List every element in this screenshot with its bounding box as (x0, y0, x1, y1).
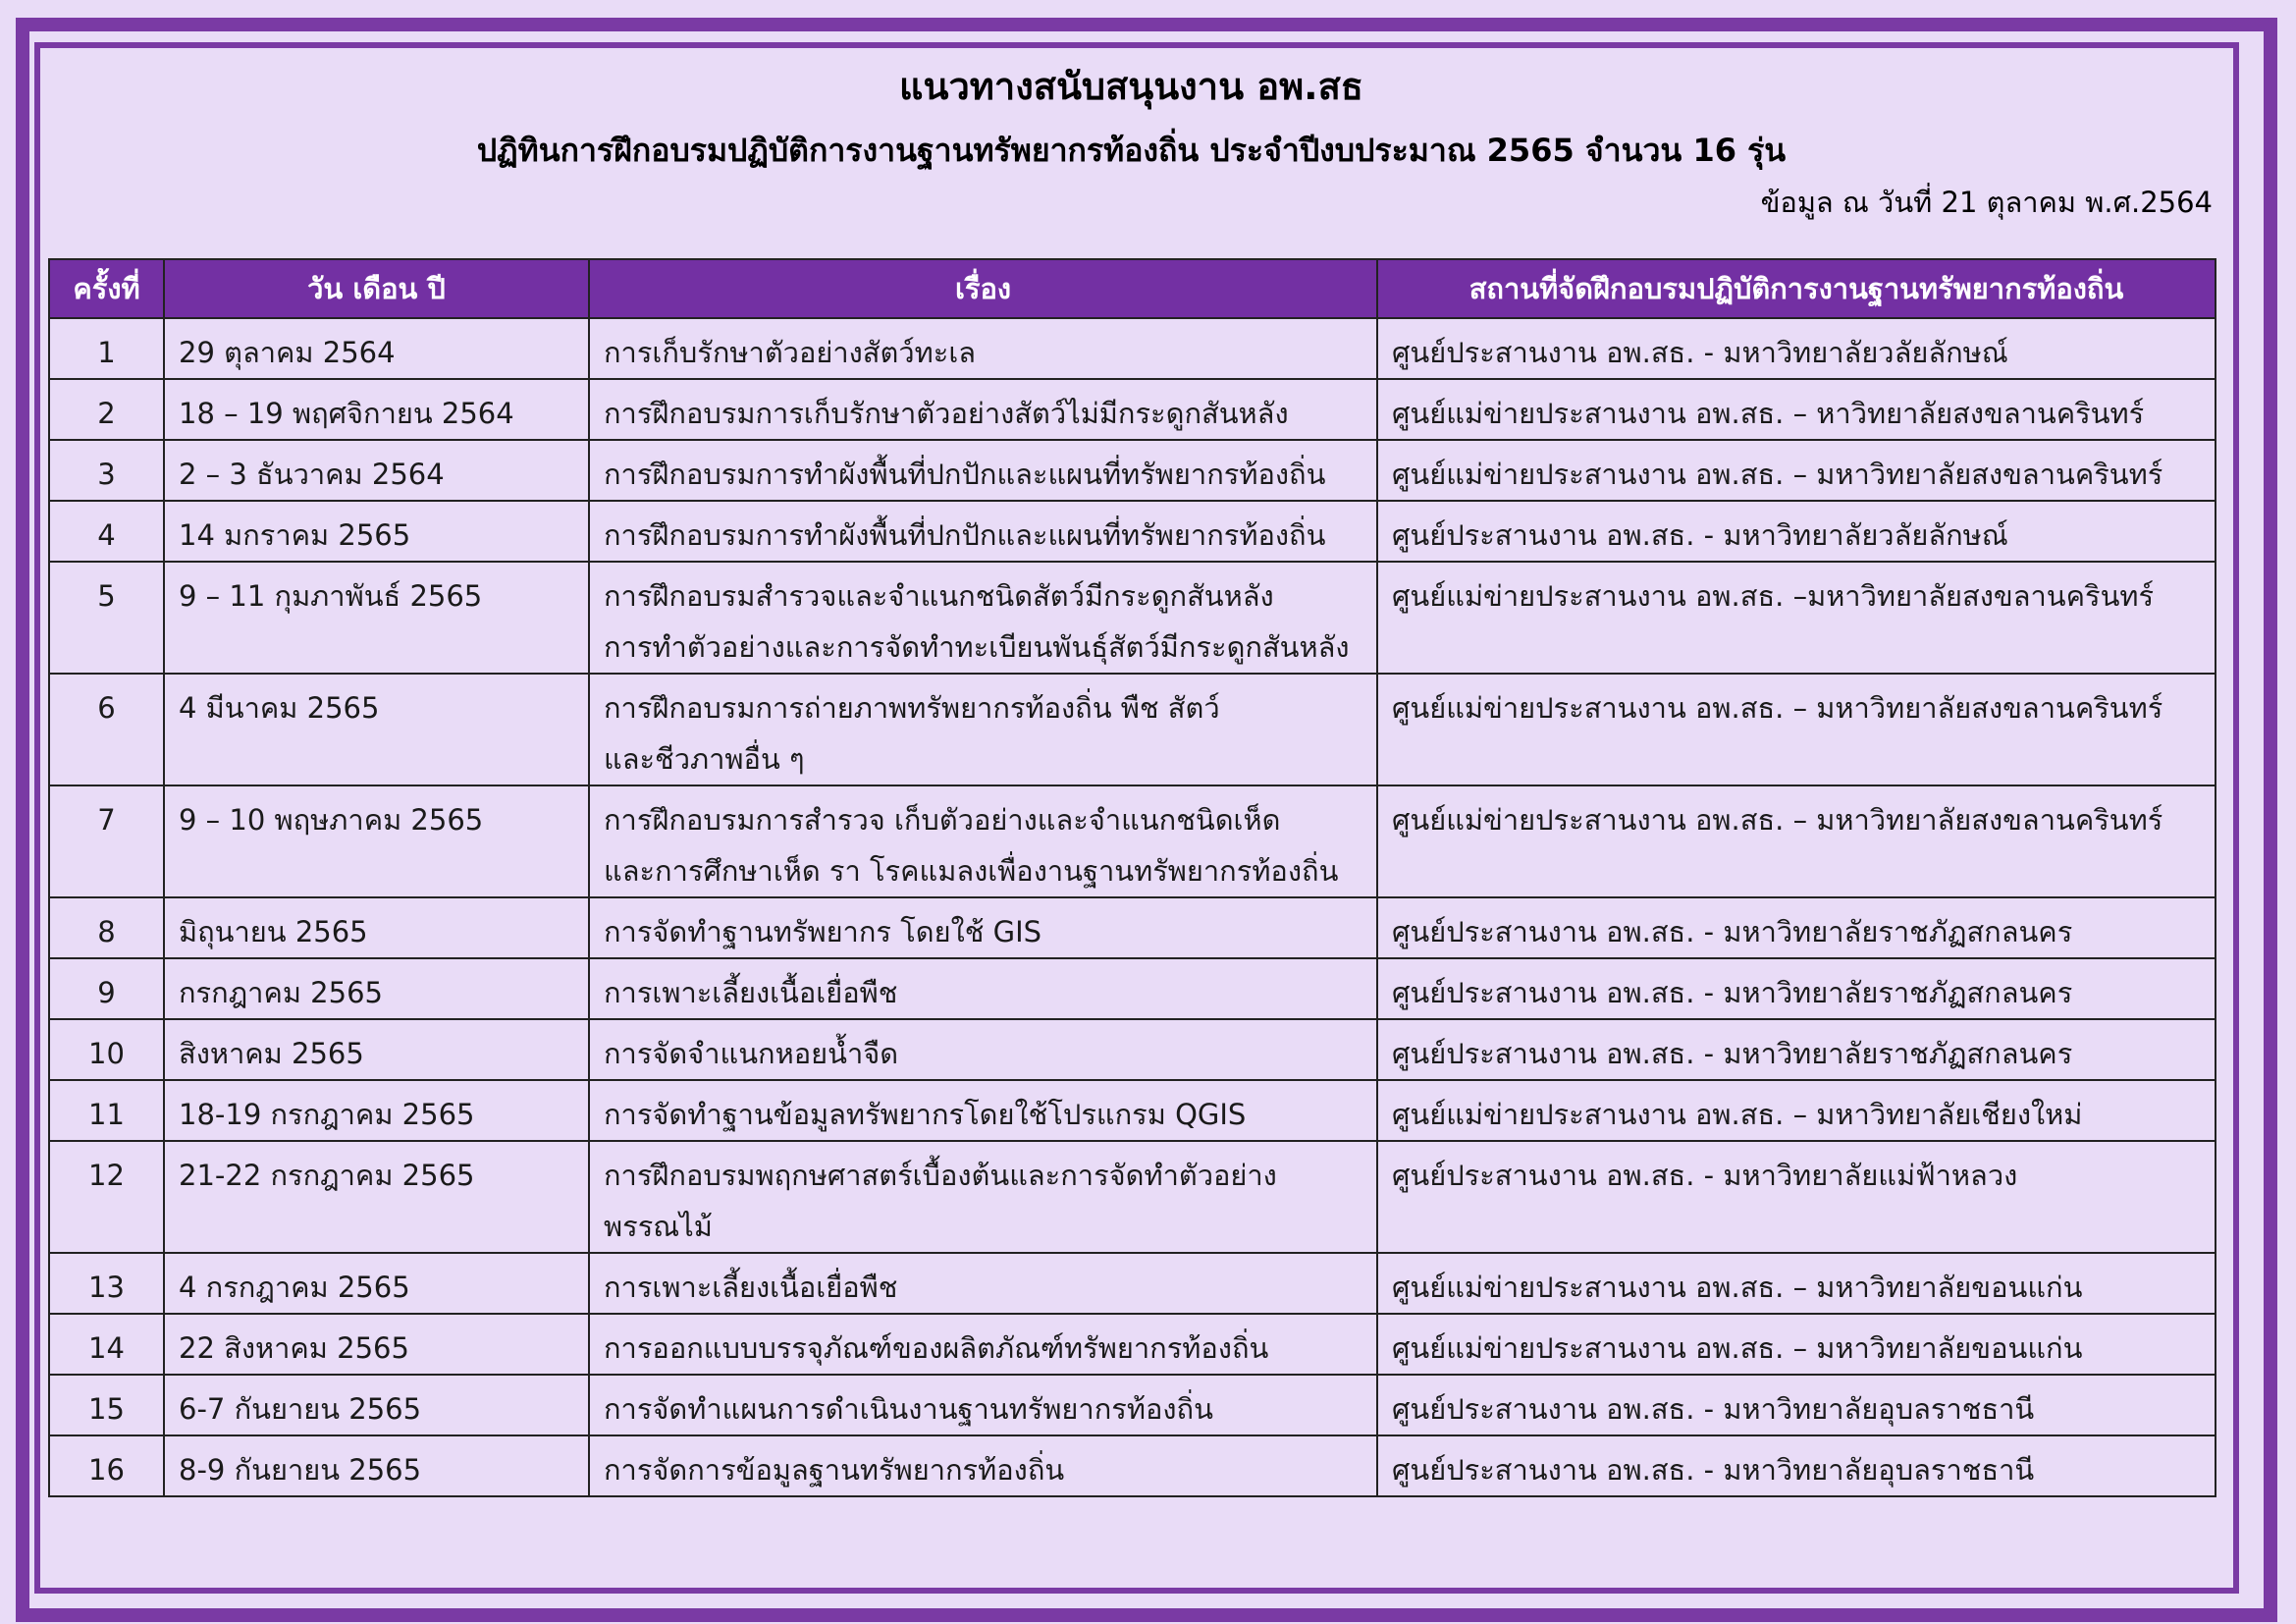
cell-venue: ศูนย์แม่ข่ายประสานงาน อพ.สธ. – มหาวิทยาลัยเชียงใหม่ (1377, 1080, 2216, 1141)
table-row (49, 1435, 2216, 1496)
table-row (49, 1375, 2216, 1435)
cell-date: 9 – 10 พฤษภาคม 2565 (164, 785, 589, 897)
topic-line: การฝึกอบรมการสำรวจ เก็บตัวอย่างและจำแนกชนิดเห็ด (604, 803, 1281, 837)
cell-topic (589, 897, 1377, 958)
table-row (49, 958, 2216, 1019)
topic-line: การฝึกอบรมการถ่ายภาพทรัพยากรท้องถิ่น พืช สัตว์ (604, 691, 1220, 725)
cell-no: 5 (49, 562, 164, 674)
cell-no: 4 (49, 501, 164, 562)
cell-venue: ศูนย์ประสานงาน อพ.สธ. - มหาวิทยาลัยแม่ฟ้าหลวง (1377, 1141, 2216, 1253)
table-row (49, 379, 2216, 440)
topic-line: และการศึกษาเห็ด รา โรคแมลงเพื่องานฐานทรัพยากรท้องถิ่น (604, 854, 1339, 888)
cell-no: 3 (49, 440, 164, 501)
topic-line: และชีวภาพอื่น ๆ (604, 742, 805, 776)
table-row (49, 501, 2216, 562)
cell-topic (589, 379, 1377, 440)
cell-no: 12 (49, 1141, 164, 1253)
cell-no: 7 (49, 785, 164, 897)
cell-venue: ศูนย์แม่ข่ายประสานงาน อพ.สธ. – มหาวิทยาลัยสงขลานครินทร์ (1377, 440, 2216, 501)
cell-venue: ศูนย์ประสานงาน อพ.สธ. - มหาวิทยาลัยวลัยลักษณ์ (1377, 318, 2216, 379)
table-row (49, 1019, 2216, 1080)
cell-topic (589, 1253, 1377, 1314)
table-row (49, 440, 2216, 501)
cell-venue: ศูนย์แม่ข่ายประสานงาน อพ.สธ. – หาวิทยาลัยสงขลานครินทร์ (1377, 379, 2216, 440)
cell-date: 4 มีนาคม 2565 (164, 674, 589, 785)
cell-no: 13 (49, 1253, 164, 1314)
topic-line: พรรณไม้ (604, 1210, 713, 1243)
page-title: แนวทางสนับสนุนงาน อพ.สธ (899, 65, 1363, 108)
cell-topic (589, 674, 1377, 785)
cell-date: สิงหาคม 2565 (164, 1019, 589, 1080)
cell-date: กรกฎาคม 2565 (164, 958, 589, 1019)
topic-line: การฝึกอบรมการทำผังพื้นที่ปกปักและแผนที่ทรัพยากรท้องถิ่น (604, 518, 1326, 552)
cell-date: 9 – 11 กุมภาพันธ์ 2565 (164, 562, 589, 674)
cell-date: 29 ตุลาคม 2564 (164, 318, 589, 379)
cell-venue: ศูนย์แม่ข่ายประสานงาน อพ.สธ. – มหาวิทยาลัยสงขลานครินทร์ (1377, 785, 2216, 897)
cell-no: 10 (49, 1019, 164, 1080)
table-row (49, 1141, 2216, 1253)
cell-venue: ศูนย์ประสานงาน อพ.สธ. - มหาวิทยาลัยราชภัฏสกลนคร (1377, 897, 2216, 958)
cell-topic (589, 318, 1377, 379)
table-row (49, 1314, 2216, 1375)
cell-topic (589, 562, 1377, 674)
cell-topic (589, 501, 1377, 562)
table-row (49, 1253, 2216, 1314)
cell-venue: ศูนย์ประสานงาน อพ.สธ. - มหาวิทยาลัยราชภัฏสกลนคร (1377, 1019, 2216, 1080)
cell-venue: ศูนย์แม่ข่ายประสานงาน อพ.สธ. – มหาวิทยาลัยสงขลานครินทร์ (1377, 674, 2216, 785)
cell-date: 18 – 19 พฤศจิกายน 2564 (164, 379, 589, 440)
page-subtitle: ปฏิทินการฝึกอบรมปฏิบัติการงานฐานทรัพยากรท้องถิ่น ประจำปีงบประมาณ 2565 จำนวน 16 รุ่น (476, 132, 1787, 169)
topic-line: การเพาะเลี้ยงเนื้อเยื่อพืช (604, 1271, 898, 1304)
cell-topic (589, 1080, 1377, 1141)
document-content (48, 49, 2215, 1487)
training-schedule-table (48, 258, 2216, 1497)
topic-line: การจัดทำฐานทรัพยากร โดยใช้ GIS (604, 915, 1042, 948)
topic-line: การจัดทำแผนการดำเนินงานฐานทรัพยากรท้องถิ่น (604, 1392, 1213, 1426)
cell-topic (589, 440, 1377, 501)
table-row (49, 562, 2216, 674)
cell-venue: ศูนย์แม่ข่ายประสานงาน อพ.สธ. – มหาวิทยาลัยขอนแก่น (1377, 1314, 2216, 1375)
cell-no: 15 (49, 1375, 164, 1435)
topic-line: การเก็บรักษาตัวอย่างสัตว์ทะเล (604, 336, 976, 369)
cell-date: 22 สิงหาคม 2565 (164, 1314, 589, 1375)
topic-line: การฝึกอบรมพฤกษศาสตร์เบื้องต้นและการจัดทำตัวอย่าง (604, 1159, 1277, 1192)
cell-date: 6-7 กันยายน 2565 (164, 1375, 589, 1435)
cell-date: มิถุนายน 2565 (164, 897, 589, 958)
topic-line: การทำตัวอย่างและการจัดทำทะเบียนพันธุ์สัตว์มีกระดูกสันหลัง (604, 630, 1350, 664)
table-header-row (49, 259, 2216, 318)
topic-line: การจัดจำแนกหอยน้ำจืด (604, 1037, 899, 1070)
cell-venue: ศูนย์แม่ข่ายประสานงาน อพ.สธ. –มหาวิทยาลัยสงขลานครินทร์ (1377, 562, 2216, 674)
cell-venue: ศูนย์แม่ข่ายประสานงาน อพ.สธ. – มหาวิทยาลัยขอนแก่น (1377, 1253, 2216, 1314)
cell-no: 2 (49, 379, 164, 440)
table-row (49, 897, 2216, 958)
topic-line: การจัดการข้อมูลฐานทรัพยากรท้องถิ่น (604, 1453, 1065, 1487)
topic-line: การฝึกอบรมการเก็บรักษาตัวอย่างสัตว์ไม่มีกระดูกสันหลัง (604, 397, 1289, 430)
cell-date: 21-22 กรกฎาคม 2565 (164, 1141, 589, 1253)
table-row (49, 1080, 2216, 1141)
cell-topic (589, 1375, 1377, 1435)
topic-line: การฝึกอบรมการทำผังพื้นที่ปกปักและแผนที่ทรัพยากรท้องถิ่น (604, 458, 1326, 491)
column-header-topic: เรื่อง (589, 259, 1377, 318)
topic-line: การจัดทำฐานข้อมูลทรัพยากรโดยใช้โปรแกรม QGIS (604, 1098, 1247, 1131)
cell-venue: ศูนย์ประสานงาน อพ.สธ. - มหาวิทยาลัยอุบลราชธานี (1377, 1375, 2216, 1435)
cell-topic (589, 1435, 1377, 1496)
cell-topic (589, 1314, 1377, 1375)
cell-no: 1 (49, 318, 164, 379)
as-of-date: ข้อมูล ณ วันที่ 21 ตุลาคม พ.ศ.2564 (1760, 186, 2213, 219)
cell-venue: ศูนย์ประสานงาน อพ.สธ. - มหาวิทยาลัยราชภัฏสกลนคร (1377, 958, 2216, 1019)
column-header-venue: สถานที่จัดฝึกอบรมปฏิบัติการงานฐานทรัพยากรท้องถิ่น (1377, 259, 2216, 318)
column-header-date: วัน เดือน ปี (164, 259, 589, 318)
cell-venue: ศูนย์ประสานงาน อพ.สธ. - มหาวิทยาลัยวลัยลักษณ์ (1377, 501, 2216, 562)
topic-line: การฝึกอบรมสำรวจและจำแนกชนิดสัตว์มีกระดูกสันหลัง (604, 579, 1274, 613)
cell-no: 6 (49, 674, 164, 785)
cell-date: 8-9 กันยายน 2565 (164, 1435, 589, 1496)
table-row (49, 785, 2216, 897)
cell-no: 8 (49, 897, 164, 958)
cell-date: 14 มกราคม 2565 (164, 501, 589, 562)
cell-no: 9 (49, 958, 164, 1019)
table-row (49, 318, 2216, 379)
cell-topic (589, 1019, 1377, 1080)
cell-date: 2 – 3 ธันวาคม 2564 (164, 440, 589, 501)
cell-topic (589, 1141, 1377, 1253)
topic-line: การออกแบบบรรจุภัณฑ์ของผลิตภัณฑ์ทรัพยากรท้องถิ่น (604, 1331, 1269, 1365)
table-body (49, 318, 2216, 1496)
cell-no: 16 (49, 1435, 164, 1496)
cell-date: 18-19 กรกฎาคม 2565 (164, 1080, 589, 1141)
cell-venue: ศูนย์ประสานงาน อพ.สธ. - มหาวิทยาลัยอุบลราชธานี (1377, 1435, 2216, 1496)
column-header-no: ครั้งที่ (49, 259, 164, 318)
cell-date: 4 กรกฎาคม 2565 (164, 1253, 589, 1314)
cell-topic (589, 785, 1377, 897)
table-row (49, 674, 2216, 785)
cell-topic (589, 958, 1377, 1019)
topic-line: การเพาะเลี้ยงเนื้อเยื่อพืช (604, 976, 898, 1009)
cell-no: 14 (49, 1314, 164, 1375)
cell-no: 11 (49, 1080, 164, 1141)
